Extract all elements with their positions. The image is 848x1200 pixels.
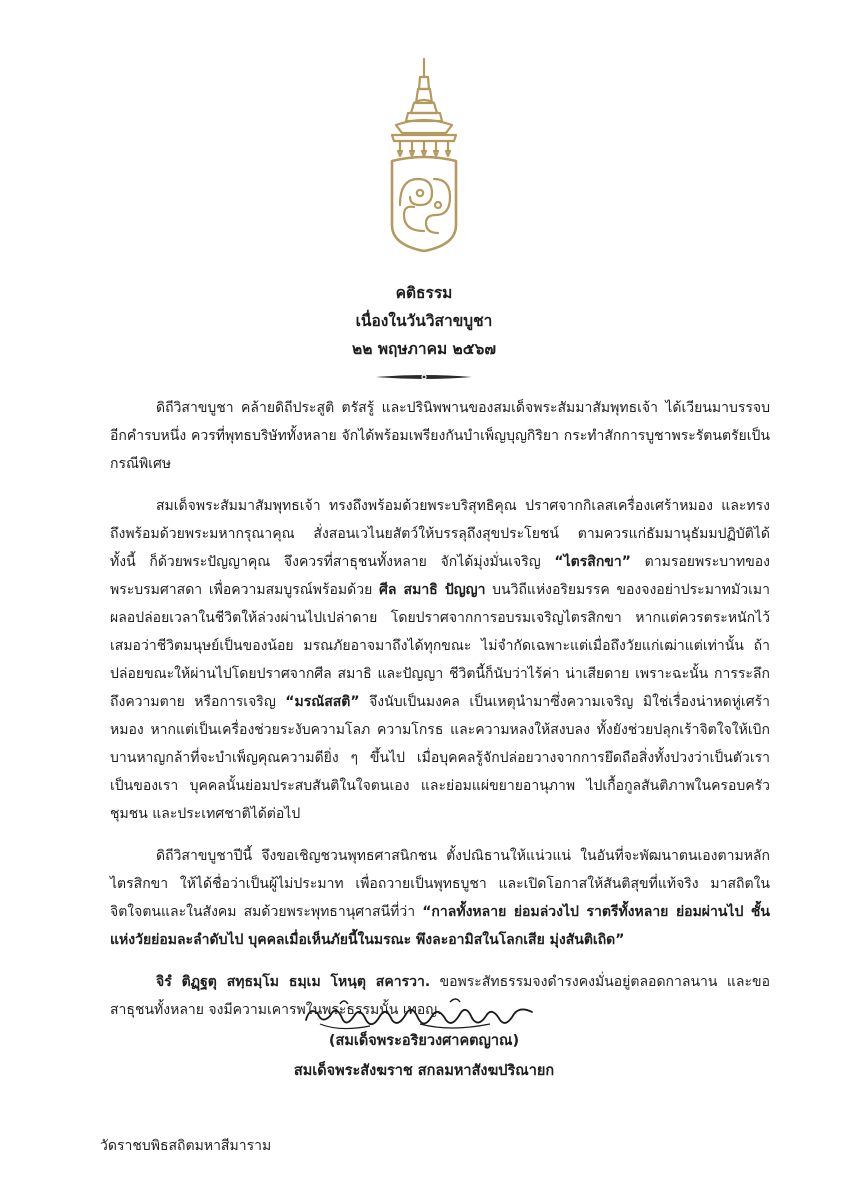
heading-occasion: เนื่องในวันวิสาขบูชา [355,312,493,330]
paragraph-2-text-g: จึงนับเป็นมงคล เป็นเหตุนำมาซึ่งความเจริญ มิใช่เรื่องน่าหดหู่เศร้าหมอง หากแต่เป็นเครื่องช่วยระงับความโลภ ความโกรธ และความหลงให้สงบลง ทั้งยังช่วยปลุกเร้าจิตใจให้เบิกบานหาญกล้าที่จะบำเพ็ญคุณความดียิ่ง ๆ ขึ้นไป เมื่อบุคคลรู้จักปล่อยวางจากการยึดถือสิ่งทั้งปวงว่าเป็นตัวเรา เป็นของเรา บุคคลนั้นย่อมประสบสันติในใจตนเอง และย่อมแผ่ขยายอานุภาพ ไปเกื้อกูลสันติภาพในครอบครัว ชุมชน และประเทศชาติได้ต่อไป [110,694,770,822]
signature-block [200,1026,648,1086]
heading-title: คติธรรม [395,284,453,302]
paragraph-2-text-c: ตามรอยพระบาทของพระบรมศาสดา เพื่อความสมบูรณ์พร้อมด้วย [110,554,771,598]
ornamental-divider-icon [374,370,474,384]
document-heading [0,279,848,363]
buddha-quote: “กาลทั้งหลาย ย่อมล่วงไป ราตรีทั้งหลาย ย่อมผ่านไป ชั้นแห่งวัยย่อมละลำดับไป บุคคลเมื่อเห็นภัยนี้ในมรณะ พึงละอามิสในโลกเสีย มุ่งสันติเถิด” [110,904,770,948]
trisikkha-term: “ไตรสิกขา” [554,554,631,570]
paragraph-2-text-a: สมเด็จพระสัมมาสัมพุทธเจ้า ทรงถึงพร้อมด้วยพระบริสุทธิคุณ ปราศจากกิเลสเครื่องเศร้าหมอง และทรงถึงพร้อมด้วยพระมหากรุณาคุณ สั่งสอนเวไนยสัตว์ให้บรรลุถึงสุขประโยชน์ ตามควรแก่ธัมมานุธัมมปฏิบัติได้ ทั้งนี้ ก็ด้วยพระปัญญาคุณ จึงควรที่สาธุชนทั้งหลาย จักได้มุ่งมั่นเจริญ [110,498,770,570]
sila-samadhi-panna-term: ศีล สมาธิ ปัญญา [378,582,486,598]
paragraph-2 [110,492,770,828]
pali-blessing: จิรํ ติฏฺฐตุ สทฺธมฺโม ธมฺเม โหนฺตุ สคารวา. [156,974,431,990]
issuing-temple: วัดราชบพิธสถิตมหาสีมาราม [100,1138,272,1154]
signatory-name: (สมเด็จพระอริยวงศาคตญาณ) [328,1033,520,1049]
heading-date: ๒๒ พฤษภาคม ๒๕๖๗ [352,340,496,358]
paragraph-1 [110,394,770,478]
maranassati-term: “มรณัสสติ” [285,694,360,710]
paragraph-3 [110,842,770,954]
paragraph-2-text-e: บนวิถีแห่งอริยมรรค ของจงอย่าประมาทมัวเมา ผลอปล่อยเวลาในชีวิตให้ล่วงผ่านไปเปล่าดาย โดยปราศจากการอบรมเจริญไตรสิกขา หากแต่ควรตระหนักไว้เสมอว่าชีวิตมนุษย์เป็นของน้อย มรณภัยอาจมาถึงได้ทุกขณะ ไม่จำกัดเฉพาะแต่เมื่อถึงวัยแก่เฒ่าแต่เท่านั้น ถ้าปล่อยขณะให้ผ่านไปโดยปราศจากศีล สมาธิ และปัญญา ชีวิตนี้ก็นับว่าไร้ค่า น่าเสียดาย เพราะฉะนั้น การระลึกถึงความตาย หรือการเจริญ [110,582,770,710]
royal-stupa-emblem-icon [374,55,474,255]
signatory-title: สมเด็จพระสังฆราช สกลมหาสังฆปริณายก [293,1063,555,1079]
document-body [110,394,770,1038]
paragraph-3-text-a: ดิถีวิสาขบูชาปีนี้ จึงขอเชิญชวนพุทธศาสนิกชน ตั้งปณิธานให้แน่วแน่ ในอันที่จะพัฒนาตนเองตามหลักไตรสิกขา ให้ได้ชื่อว่าเป็นผู้ไม่ประมาท เพื่อถวายเป็นพุทธบูชา และเปิดโอกาสให้สันติสุขที่แท้จริง มาสถิตในจิตใจตนและในสังคม สมด้วยพระพุทธานุศาสนีที่ว่า [110,848,770,920]
paragraph-4-text-b: ขอพระสัทธรรมจงดำรงคงมั่นอยู่ตลอดกาลนาน และขอสาธุชนทั้งหลาย จงมีความเคารพในพระธรรมนั้น เทอญ. [110,974,770,1018]
paragraph-1-text: ดิถีวิสาขบูชา คล้ายดิถีประสูติ ตรัสรู้ และปรินิพพานของสมเด็จพระสัมมาสัมพุทธเจ้า ได้เวียนมาบรรจบอีกคำรบหนึ่ง ควรที่พุทธบริษัททั้งหลาย จักได้พร้อมเพรียงกันบำเพ็ญบุญกิริยา กระทำสักการบูชาพระรัตนตรัยเป็นกรณีพิเศษ [110,400,770,472]
